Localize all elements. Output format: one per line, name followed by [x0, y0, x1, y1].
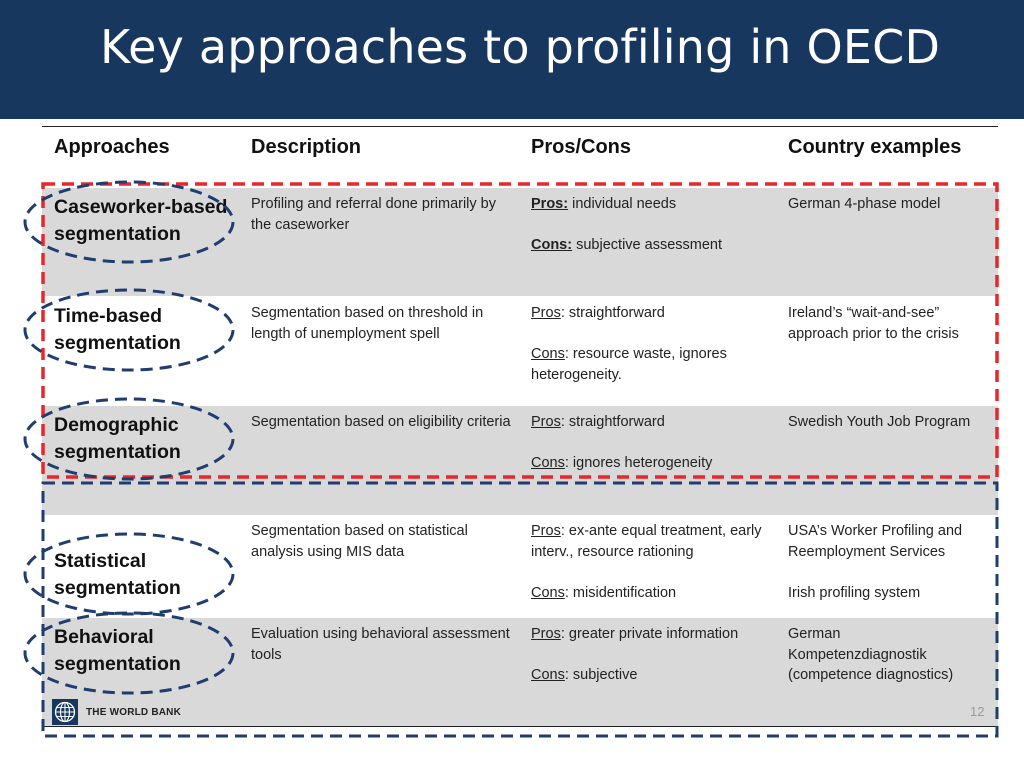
slide-title: Key approaches to profiling in OECD	[100, 20, 941, 74]
country-demographic: Swedish Youth Job Program	[788, 414, 971, 430]
header-pros-cons: Pros/Cons	[531, 136, 632, 158]
highlight-ellipse-behavioral	[25, 613, 233, 693]
proscons-caseworker: Pros: individual needs Cons: subjective assessment	[531, 196, 722, 253]
approach-behavioral: Behavioral segmentation	[54, 626, 181, 675]
description-statistical: Segmentation based on statistical analysis using MIS data	[251, 523, 468, 560]
description-behavioral: Evaluation using behavioral assessment tools	[251, 626, 510, 663]
page-number: 12	[970, 704, 985, 719]
header-description: Description	[251, 136, 362, 158]
highlight-ellipse-demographic	[25, 399, 233, 479]
approach-statistical: Statistical segmentation	[54, 550, 181, 599]
proscons-statistical: Pros: ex-ante equal treatment, early interv., resource rationing Cons: misidentification	[531, 523, 762, 601]
country-statistical: USA’s Worker Profiling and Reemployment Services Irish profiling system	[788, 523, 963, 601]
world-bank-globe-icon	[52, 699, 78, 725]
proscons-time-based: Pros: straightforward Cons: resource waste, ignores heterogeneity.	[531, 305, 727, 383]
blue-dashed-box	[43, 483, 997, 736]
approach-caseworker: Caseworker-based segmentation	[54, 196, 228, 245]
header-country-examples: Country examples	[788, 136, 962, 158]
approach-demographic: Demographic segmentation	[54, 414, 181, 463]
red-dashed-box	[43, 184, 997, 477]
country-caseworker: German 4-phase model	[788, 196, 941, 212]
highlight-ellipse-time-based	[25, 290, 233, 370]
description-time-based: Segmentation based on threshold in length of unemployment spell	[251, 305, 484, 342]
header-approaches: Approaches	[54, 136, 170, 158]
highlight-ellipse-statistical	[25, 534, 233, 614]
country-time-based: Ireland’s “wait-and-see” approach prior to the crisis	[788, 305, 959, 342]
description-caseworker: Profiling and referral done primarily by the caseworker	[251, 196, 496, 233]
country-behavioral: German Kompetenzdiagnostik (competence diagnostics)	[788, 626, 954, 683]
proscons-behavioral: Pros: greater private information Cons: subjective	[531, 626, 739, 683]
highlight-ellipse-caseworker	[25, 182, 233, 262]
description-demographic: Segmentation based on eligibility criteria	[251, 414, 511, 430]
proscons-demographic: Pros: straightforward Cons: ignores heterogeneity	[531, 414, 713, 471]
approach-time-based: Time-based segmentation	[54, 305, 181, 354]
world-bank-logo-text: THE WORLD BANK	[86, 707, 182, 718]
